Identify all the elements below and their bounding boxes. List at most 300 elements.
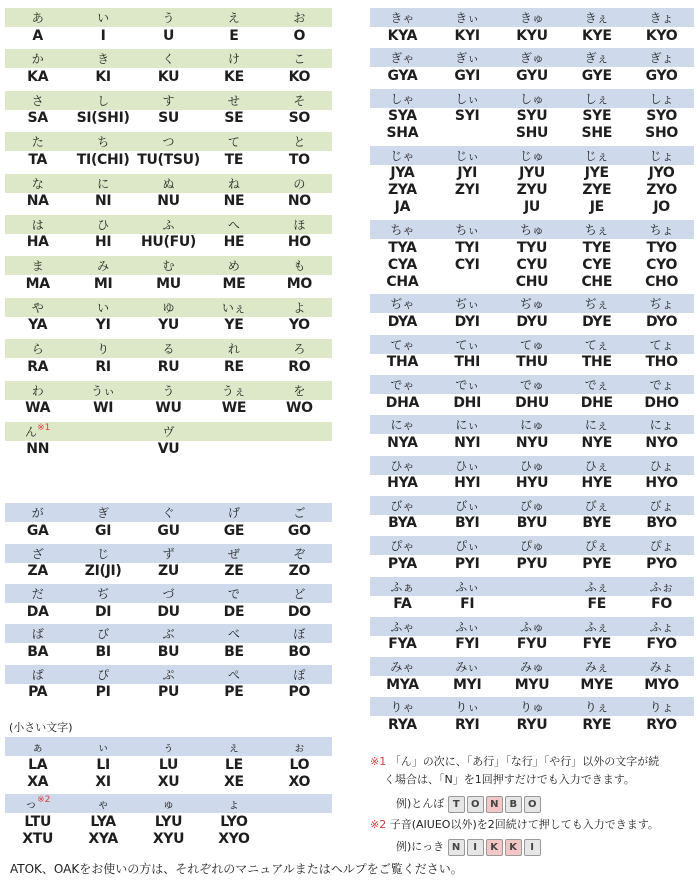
- kana-cell: びぇ: [584, 498, 609, 513]
- kana-group: [370, 89, 694, 142]
- romaji-cell: CYU: [516, 256, 548, 273]
- romaji-cell: HYE: [581, 475, 613, 492]
- kana-cell: ちゃ: [390, 223, 415, 238]
- kana-cell: へ: [227, 217, 240, 232]
- kana-group: [5, 737, 332, 790]
- romaji-cell: FYO: [646, 636, 677, 653]
- romaji-row: [370, 256, 694, 273]
- romaji-cell: LE: [224, 756, 243, 773]
- kana-group: [5, 174, 332, 210]
- romaji-cell: SHO: [645, 125, 678, 142]
- romaji-row: [370, 182, 694, 199]
- romaji-cell: MYI: [453, 676, 482, 693]
- romaji-cell: SI(SHI): [76, 110, 130, 127]
- kana-cell: きぃ: [455, 11, 480, 25]
- kana-cell: き: [97, 52, 110, 67]
- romaji-cell: BYE: [582, 515, 612, 532]
- kana-cell: いぇ: [221, 300, 246, 315]
- romaji-cell: WI: [93, 400, 114, 417]
- kana-cell: ぇ: [227, 740, 240, 755]
- key-cap: N: [448, 839, 465, 856]
- kana-group: [370, 8, 694, 44]
- voiced-kana-table: [5, 503, 332, 701]
- romaji-row: [370, 434, 694, 451]
- kana-cell: け: [227, 52, 240, 67]
- kana-header-row: [370, 617, 694, 636]
- romaji-cell: GI: [95, 522, 112, 539]
- romaji-row: [370, 394, 694, 411]
- romaji-cell: JE: [589, 199, 604, 216]
- kana-cell: みょ: [649, 660, 674, 675]
- romaji-cell: DYO: [645, 313, 678, 330]
- kana-cell: ぴぃ: [455, 539, 480, 554]
- kana-cell: じゅ: [519, 148, 544, 163]
- key-cap: T: [448, 796, 465, 813]
- kana-cell: ぬ: [162, 176, 175, 191]
- kana-group: [5, 339, 332, 375]
- romaji-cell: PYA: [387, 555, 417, 572]
- kana-header-row: [370, 335, 694, 354]
- romaji-cell: FYA: [388, 636, 417, 653]
- kana-header-row: [5, 215, 332, 234]
- kana-header-row: [370, 496, 694, 515]
- romaji-cell: U: [162, 27, 175, 44]
- romaji-cell: ZYE: [582, 182, 612, 199]
- romaji-cell: TYE: [582, 239, 611, 256]
- kana-cell: ふ: [162, 217, 175, 232]
- romaji-cell: MI: [93, 275, 113, 292]
- romaji-row: [370, 27, 694, 44]
- kana-group: [370, 496, 694, 532]
- romaji-row: [5, 603, 332, 620]
- kana-header-row: [5, 339, 332, 358]
- kana-group: [5, 91, 332, 127]
- romaji-cell: MU: [156, 275, 181, 292]
- romaji-cell: TE: [224, 151, 244, 168]
- romaji-cell: PA: [28, 684, 48, 701]
- kana-cell: ち: [97, 135, 110, 150]
- kana-cell: ぎぇ: [584, 51, 609, 66]
- kana-cell: みぃ: [455, 660, 480, 675]
- kana-cell: にゅ: [520, 418, 544, 433]
- kana-cell: に: [97, 176, 110, 191]
- romaji-row: [370, 596, 694, 613]
- kana-cell: にゃ: [390, 418, 415, 433]
- romaji-cell: GA: [26, 522, 49, 539]
- kana-cell-wrapper: [5, 795, 70, 812]
- romaji-cell: JYI: [457, 165, 478, 182]
- kana-cell: ぢゃ: [390, 297, 415, 312]
- kana-cell: ちぇ: [584, 223, 609, 238]
- kana-cell: てゃ: [390, 337, 415, 352]
- romaji-row: [370, 165, 694, 182]
- key-cap: K: [505, 839, 522, 856]
- kana-cell: りぃ: [455, 700, 480, 715]
- kana-cell: ぱ: [31, 667, 44, 682]
- romaji-cell: KYE: [581, 27, 612, 44]
- kana-cell: わ: [31, 383, 44, 398]
- kana-cell: びゅ: [519, 498, 544, 513]
- romaji-row: [370, 239, 694, 256]
- romaji-cell: RE: [224, 358, 244, 375]
- kana-cell: ぃ: [97, 740, 110, 755]
- kana-group: [370, 220, 694, 290]
- romaji-cell: HU(FU): [141, 234, 197, 251]
- kana-header-row: [5, 422, 332, 441]
- kana-cell: え: [227, 11, 240, 25]
- kana-cell: じょ: [649, 148, 674, 163]
- kana-cell: ば: [31, 627, 44, 642]
- romaji-row: [5, 756, 332, 773]
- footer-note: ATOK、OAKをお使いの方は、それぞれのマニュアルまたはヘルプをご覧ください。: [10, 862, 463, 876]
- romaji-cell: CHO: [645, 273, 679, 290]
- romaji-cell: TYI: [455, 239, 480, 256]
- kana-cell: ぎゃ: [390, 51, 415, 66]
- romaji-row: [5, 151, 332, 168]
- romaji-cell: HO: [287, 234, 311, 251]
- romaji-cell: SHA: [386, 125, 419, 142]
- romaji-cell: E: [229, 27, 239, 44]
- kana-header-row: [5, 794, 332, 813]
- romaji-cell: FI: [460, 596, 475, 613]
- kana-group: [5, 256, 332, 292]
- kana-cell: きゃ: [390, 11, 415, 25]
- romaji-cell: SHU: [515, 125, 549, 142]
- kana-cell: ま: [31, 259, 44, 274]
- romaji-cell: TYA: [388, 239, 417, 256]
- romaji-cell: WE: [221, 400, 247, 417]
- kana-header-row: [5, 49, 332, 68]
- kana-cell: びゃ: [390, 498, 415, 513]
- romaji-cell: ZE: [224, 563, 244, 580]
- romaji-cell: THU: [516, 354, 548, 371]
- note-example: [370, 795, 659, 813]
- note-mark: ※2: [370, 818, 387, 831]
- romaji-cell: YA: [28, 317, 48, 334]
- example-keys: [448, 840, 543, 853]
- romaji-cell: XTU: [22, 830, 54, 847]
- romaji-cell: DI: [94, 603, 112, 620]
- romaji-cell: DA: [26, 603, 49, 620]
- kana-cell: よ: [293, 300, 306, 315]
- kana-header-row: [370, 146, 694, 165]
- romaji-cell: NYA: [387, 434, 418, 451]
- romaji-cell: BA: [27, 643, 49, 660]
- key-cap: B: [505, 796, 522, 813]
- kana-cell: ひぃ: [455, 458, 480, 473]
- kana-cell: ふゃ: [390, 619, 415, 634]
- kana-group: [5, 665, 332, 701]
- romaji-row: [370, 716, 694, 733]
- kana-cell: や: [31, 300, 44, 315]
- kana-cell: きゅ: [519, 11, 544, 25]
- kana-cell: ょ: [227, 797, 240, 812]
- kana-cell: ぎ: [97, 506, 110, 521]
- romaji-cell: JO: [653, 199, 670, 216]
- kana-header-row: [370, 375, 694, 394]
- romaji-cell: SA: [27, 110, 48, 127]
- romaji-cell: LI: [96, 756, 110, 773]
- romaji-cell: PO: [288, 684, 311, 701]
- romaji-cell: RYE: [582, 716, 612, 733]
- romaji-cell: CYE: [582, 256, 612, 273]
- romaji-cell: PU: [158, 684, 180, 701]
- kana-cell: ぎょ: [649, 51, 674, 66]
- romaji-cell: KYI: [454, 27, 480, 44]
- romaji-cell: NYO: [645, 434, 678, 451]
- left-column: [5, 8, 332, 851]
- romaji-row: [370, 475, 694, 492]
- romaji-cell: LO: [289, 756, 310, 773]
- romaji-cell: I: [100, 27, 106, 44]
- kana-cell: と: [293, 135, 306, 150]
- kana-cell: ぴょ: [649, 539, 674, 554]
- romaji-cell: RYU: [516, 716, 548, 733]
- romaji-cell: PYU: [516, 555, 548, 572]
- romaji-cell: FYU: [516, 636, 548, 653]
- romaji-cell: CHU: [515, 273, 549, 290]
- romaji-row: [5, 358, 332, 375]
- romaji-cell: XA: [27, 773, 49, 790]
- romaji-cell: DO: [287, 603, 311, 620]
- romaji-cell: PE: [224, 684, 244, 701]
- note-text: く場合は、「N」を1回押すだけでも入力できます。: [384, 773, 635, 786]
- romaji-cell: BU: [157, 643, 180, 660]
- romaji-cell: YO: [288, 317, 310, 334]
- footnote-mark: ※1: [37, 422, 51, 433]
- romaji-row: [370, 636, 694, 653]
- romaji-cell: DYI: [454, 313, 480, 330]
- kana-cell: た: [31, 135, 44, 150]
- kana-cell: ふぃ: [455, 619, 480, 634]
- kana-cell: せ: [227, 93, 240, 108]
- romaji-cell: SE: [224, 110, 244, 127]
- kana-cell: く: [162, 52, 175, 67]
- romaji-cell: DHU: [515, 394, 549, 411]
- romaji-cell: RYA: [388, 716, 417, 733]
- kana-cell: べ: [227, 627, 240, 642]
- romaji-cell: YE: [224, 317, 244, 334]
- kana-cell: ふぉ: [649, 579, 674, 594]
- romaji-cell: LTU: [24, 813, 52, 830]
- romaji-row: [5, 813, 332, 830]
- kana-cell: ら: [31, 342, 44, 357]
- kana-cell: しょ: [649, 91, 674, 106]
- romaji-cell: FYI: [455, 636, 480, 653]
- romaji-row: [5, 441, 332, 458]
- kana-cell: りぇ: [584, 700, 609, 715]
- kana-group: [370, 617, 694, 653]
- kana-group: [5, 49, 332, 85]
- kana-cell: ゆ: [162, 300, 175, 315]
- kana-cell: でょ: [649, 378, 674, 393]
- example-label: 例)にっき: [396, 840, 445, 853]
- kana-header-row: [370, 8, 694, 27]
- romaji-cell: PYO: [646, 555, 678, 572]
- romaji-cell: PI: [95, 684, 111, 701]
- romaji-cell: DHO: [644, 394, 679, 411]
- kana-cell: ゅ: [162, 797, 175, 812]
- romaji-cell: RU: [157, 358, 180, 375]
- example-label: 例)とんぼ: [396, 797, 445, 810]
- kana-cell: い: [97, 300, 110, 315]
- romaji-cell: DYE: [582, 313, 612, 330]
- kana-cell: し: [97, 93, 110, 108]
- kana-cell-wrapper: [5, 423, 70, 440]
- romaji-row: [370, 515, 694, 532]
- kana-cell: きぇ: [584, 11, 609, 25]
- kana-group: [370, 456, 694, 492]
- kana-cell: ん: [25, 424, 38, 439]
- romaji-cell: XYO: [218, 830, 250, 847]
- key-cap: I: [467, 839, 484, 856]
- romaji-row: [5, 522, 332, 539]
- romaji-cell: RYI: [454, 716, 480, 733]
- romaji-row: [370, 555, 694, 572]
- romaji-cell: JYE: [584, 165, 609, 182]
- romaji-cell: YU: [158, 317, 179, 334]
- romaji-cell: CHE: [581, 273, 613, 290]
- romaji-row: [370, 676, 694, 693]
- romaji-cell: ME: [222, 275, 246, 292]
- romaji-row: [370, 313, 694, 330]
- romaji-cell: BYI: [455, 515, 480, 532]
- kana-header-row: [5, 544, 332, 563]
- romaji-cell: NE: [223, 193, 245, 210]
- romaji-cell: A: [32, 27, 43, 44]
- kana-cell: か: [31, 52, 44, 67]
- romaji-cell: JU: [524, 199, 540, 216]
- key-cap: O: [524, 796, 541, 813]
- romaji-cell: RI: [95, 358, 111, 375]
- romaji-cell: NYE: [581, 434, 613, 451]
- romaji-cell: DU: [157, 603, 180, 620]
- kana-group: [370, 657, 694, 693]
- romaji-cell: GYO: [645, 67, 678, 84]
- kana-cell: しゅ: [519, 91, 544, 106]
- romaji-cell: NYU: [515, 434, 549, 451]
- kana-cell: ぴゃ: [390, 539, 415, 554]
- romaji-cell: GYU: [516, 67, 548, 84]
- romaji-cell: NA: [26, 193, 49, 210]
- kana-group: [5, 794, 332, 847]
- romaji-cell: THO: [645, 354, 678, 371]
- kana-cell: で: [227, 587, 240, 602]
- romaji-cell: TYU: [516, 239, 548, 256]
- kana-cell: ひゅ: [519, 458, 544, 473]
- kana-cell: ぢぃ: [455, 297, 480, 312]
- kana-group: [5, 544, 332, 580]
- romaji-cell: NYI: [454, 434, 481, 451]
- kana-cell: ちょ: [649, 223, 674, 238]
- romaji-cell: XYA: [88, 830, 118, 847]
- contracted-kana-table: [370, 8, 694, 733]
- kana-cell: ぷ: [162, 667, 175, 682]
- kana-cell: ぺ: [227, 667, 240, 682]
- romaji-cell: XE: [224, 773, 244, 790]
- kana-cell: ひょ: [649, 458, 674, 473]
- kana-group: [370, 536, 694, 572]
- kana-header-row: [370, 220, 694, 239]
- kana-cell: じ: [97, 546, 110, 561]
- kana-cell: ぉ: [293, 740, 306, 755]
- kana-cell: そ: [293, 93, 306, 108]
- romaji-cell: BYO: [646, 515, 677, 532]
- romaji-cell: MYO: [644, 676, 679, 693]
- kana-header-row: [5, 91, 332, 110]
- kana-cell: い: [97, 11, 110, 25]
- romaji-cell: ZO: [288, 563, 311, 580]
- romaji-row: [5, 400, 332, 417]
- kana-group: [5, 298, 332, 334]
- key-cap: K: [486, 839, 503, 856]
- kana-cell: ふゅ: [519, 619, 544, 634]
- kana-cell: てゅ: [519, 337, 544, 352]
- romaji-cell: ZA: [27, 563, 48, 580]
- romaji-cell: ZYI: [454, 182, 480, 199]
- kana-cell: る: [162, 342, 175, 357]
- note-mark: ※1: [370, 755, 387, 768]
- kana-cell: は: [31, 217, 44, 232]
- kana-group: [370, 375, 694, 411]
- romaji-cell: GYI: [454, 67, 481, 84]
- romaji-cell: TYO: [646, 239, 677, 256]
- romaji-cell: LYA: [90, 813, 116, 830]
- kana-cell: みぇ: [584, 660, 609, 675]
- romaji-cell: TU(TSU): [137, 151, 200, 168]
- kana-cell: ぢょ: [649, 297, 674, 312]
- kana-cell: ね: [227, 176, 240, 191]
- romaji-cell: ZYO: [646, 182, 677, 199]
- kana-cell: ぅ: [162, 740, 175, 755]
- kana-cell: ふぃ: [455, 579, 480, 594]
- kana-cell: が: [31, 506, 44, 521]
- kana-header-row: [370, 89, 694, 108]
- kana-cell: みゅ: [519, 660, 544, 675]
- kana-cell: ぽ: [293, 667, 306, 682]
- romaji-cell: KI: [95, 68, 111, 85]
- romaji-cell: BO: [288, 643, 311, 660]
- kana-cell: じゃ: [390, 148, 415, 163]
- kana-cell: げ: [227, 506, 240, 521]
- romaji-cell: MO: [286, 275, 312, 292]
- kana-cell: ぴぇ: [584, 539, 609, 554]
- romaji-row: [5, 234, 332, 251]
- romaji-cell: CHA: [386, 273, 419, 290]
- romaji-row: [370, 199, 694, 216]
- kana-cell: す: [162, 93, 175, 108]
- romaji-cell: GYA: [387, 67, 418, 84]
- romaji-cell: LYU: [154, 813, 183, 830]
- kana-cell: みゃ: [390, 660, 415, 675]
- romaji-cell: KA: [27, 68, 49, 85]
- romaji-cell: MA: [25, 275, 50, 292]
- kana-cell: め: [227, 259, 240, 274]
- romaji-cell: GO: [287, 522, 311, 539]
- romaji-row: [5, 317, 332, 334]
- kana-header-row: [5, 174, 332, 193]
- kana-cell: の: [293, 176, 306, 191]
- kana-cell: ふぁ: [390, 579, 415, 594]
- romaji-row: [5, 110, 332, 127]
- romaji-cell: TA: [28, 151, 48, 168]
- kana-cell: ぎぃ: [455, 51, 480, 66]
- romaji-cell: XI: [95, 773, 111, 790]
- kana-cell: てぃ: [455, 337, 480, 352]
- kana-group: [5, 503, 332, 539]
- kana-cell: ざ: [31, 546, 44, 561]
- romaji-cell: NO: [287, 193, 311, 210]
